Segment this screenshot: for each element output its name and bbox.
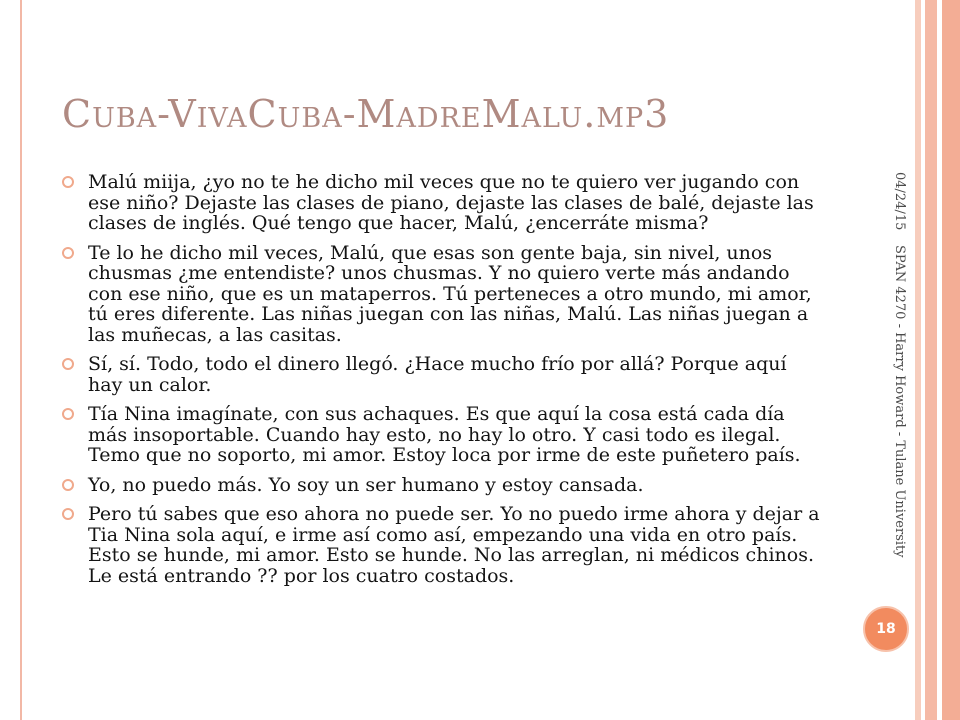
- bullet-text: Malú miija, ¿yo no te he dicho mil veces que no te quiero ver jugando con ese niño? Dejaste las clases de piano, dejaste las clases de balé, dejaste las clases de inglés. Qué tengo que hacer, Malú, ¿encerráte misma?: [88, 171, 814, 234]
- bullet-circle-icon: [62, 508, 74, 520]
- bullet-text: Te lo he dicho mil veces, Malú, que esas son gente baja, sin nivel, unos chusmas ¿me entendiste? unos chusmas. Y no quiero verte más andando con ese niño, que es un mataperros. Tú perteneces a otro mundo, mi amor, tú eres diferente. Las niñas juegan con las niñas, Malú. Las niñas juegan a las muñecas, a las casitas.: [88, 241, 812, 346]
- bullet-item: [62, 504, 822, 586]
- page-number-badge: 18: [863, 606, 909, 652]
- bullet-circle-icon: [62, 358, 74, 370]
- bullet-text: Yo, no puedo más. Yo soy un ser humano y estoy cansada.: [88, 473, 644, 496]
- slide-date: 04/24/15: [892, 172, 907, 231]
- bullet-item: [62, 354, 822, 395]
- slide-title: Cuba-VivaCuba-MadreMalu.mp3: [62, 92, 670, 136]
- bullet-text: Tía Nina imagínate, con sus achaques. Es que aquí la cosa está cada día más insoportable. Cuando hay esto, no hay lo otro. Y casi todo es ilegal. Temo que no soporto, mi amor. Estoy loca por irme de este puñetero país.: [88, 403, 801, 466]
- bullet-item: [62, 243, 822, 346]
- bullet-item: [62, 404, 822, 466]
- right-stripe-3: [942, 0, 960, 720]
- bullet-text: Pero tú sabes que eso ahora no puede ser. Yo no puedo irme ahora y dejar a Tia Nina sola aquí, e irme así como así, empezando una vida en otro país. Esto se hunde, mi amor. Esto se hunde. No las arreglan, ni médicos chinos. Le está entrando ?? por los cuatro costados.: [88, 503, 820, 587]
- bullet-text: Sí, sí. Todo, todo el dinero llegó. ¿Hace mucho frío por allá? Porque aquí hay un calor.: [88, 353, 787, 396]
- left-border-line: [20, 0, 22, 720]
- slide-footer: SPAN 4270 - Harry Howard - Tulane University: [892, 245, 907, 558]
- bullet-circle-icon: [62, 176, 74, 188]
- bullet-item: [62, 172, 822, 234]
- right-stripe-2: [925, 0, 937, 720]
- bullet-circle-icon: [62, 408, 74, 420]
- bullet-circle-icon: [62, 479, 74, 491]
- bullet-circle-icon: [62, 247, 74, 259]
- bullet-item: [62, 475, 822, 496]
- bullet-list: [62, 172, 822, 595]
